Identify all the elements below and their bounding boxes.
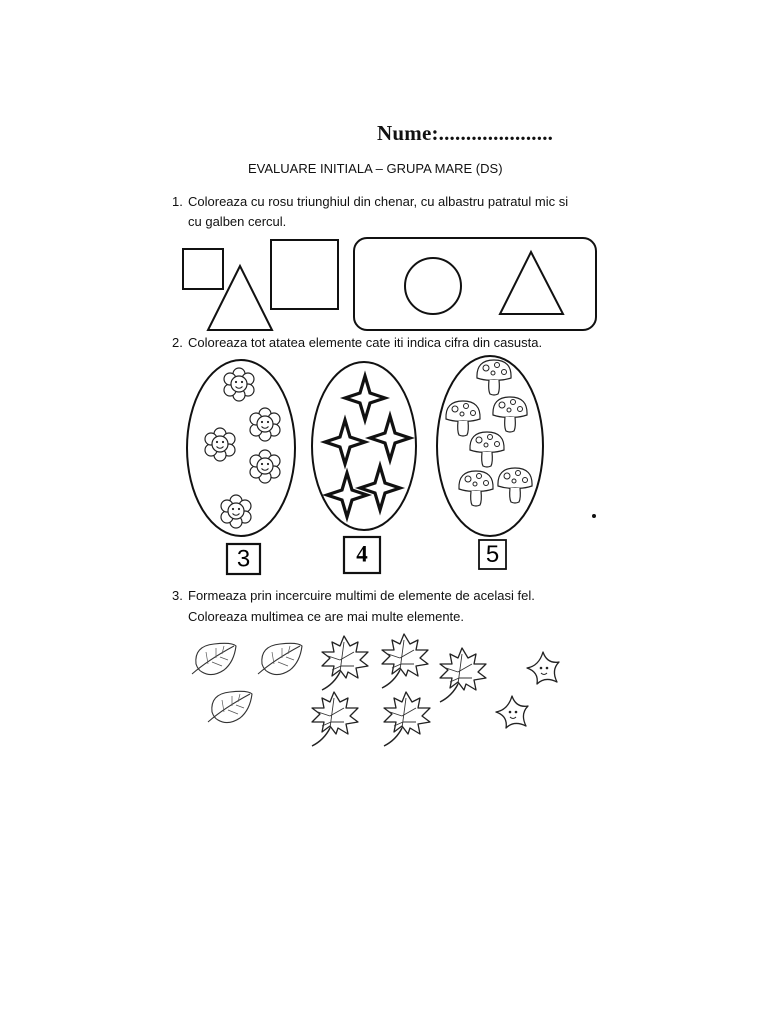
task-2-oval-stars — [312, 362, 416, 530]
inner-triangle[interactable] — [500, 252, 563, 314]
maple-leaf-icon[interactable] — [312, 692, 358, 746]
stray-dot — [592, 514, 596, 518]
frame-box — [354, 238, 596, 330]
large-square[interactable] — [271, 240, 338, 309]
task-1-line-2: cu galben cercul. — [188, 214, 287, 229]
number-box-4 — [344, 537, 380, 573]
number-box-5-label: 5 — [485, 540, 500, 568]
task-1-line-1: Coloreaza cu rosu triunghiul din chenar, cu albastru patratul mic si — [188, 194, 569, 209]
starfish-icon[interactable] — [496, 696, 528, 728]
small-square[interactable] — [183, 249, 223, 289]
starfish-icon[interactable] — [527, 652, 559, 684]
flower-icon[interactable] — [221, 495, 251, 528]
task-3-number: 3. — [172, 588, 183, 603]
maple-leaf-icon[interactable] — [440, 648, 486, 702]
round-leaf-icon[interactable] — [258, 643, 302, 674]
task-1-number: 1. — [172, 194, 183, 209]
circle-shape[interactable] — [405, 258, 461, 314]
flower-icon[interactable] — [205, 428, 235, 461]
task-2-line-1: Coloreaza tot atatea elemente cate iti indica cifra din casusta. — [188, 335, 543, 350]
task-1-shapes — [183, 238, 596, 330]
task-2-number: 2. — [172, 335, 183, 350]
number-box-5 — [479, 540, 506, 569]
task-2-oval-flowers — [187, 360, 295, 536]
number-box-3-label: 3 — [236, 545, 251, 573]
maple-leaf-icon[interactable] — [322, 636, 368, 690]
worksheet-title: EVALUARE INITIALA – GRUPA MARE (DS) — [248, 161, 503, 176]
task-3-line-2: Coloreaza multimea ce are mai multe elemente. — [188, 609, 465, 624]
maple-leaf-icon[interactable] — [384, 692, 430, 746]
flower-icon[interactable] — [250, 408, 280, 441]
round-leaf-icon[interactable] — [192, 643, 236, 674]
maple-leaf-icon[interactable] — [382, 634, 428, 688]
task-3-round-leaves — [192, 643, 302, 722]
task-3-line-1: Formeaza prin incercuire multimi de elemente de acelasi fel. — [188, 588, 535, 603]
number-box-4-label: 4 — [356, 541, 368, 567]
flower-icon[interactable] — [224, 368, 254, 401]
number-box-3 — [227, 544, 260, 574]
round-leaf-icon[interactable] — [208, 691, 252, 722]
flower-icon[interactable] — [250, 450, 280, 483]
task-2-oval-mushrooms — [437, 356, 543, 536]
name-field-label: Nume:..................... — [377, 121, 554, 145]
task-3-maple-leaves — [312, 634, 486, 746]
task-3-starfish — [496, 652, 559, 728]
